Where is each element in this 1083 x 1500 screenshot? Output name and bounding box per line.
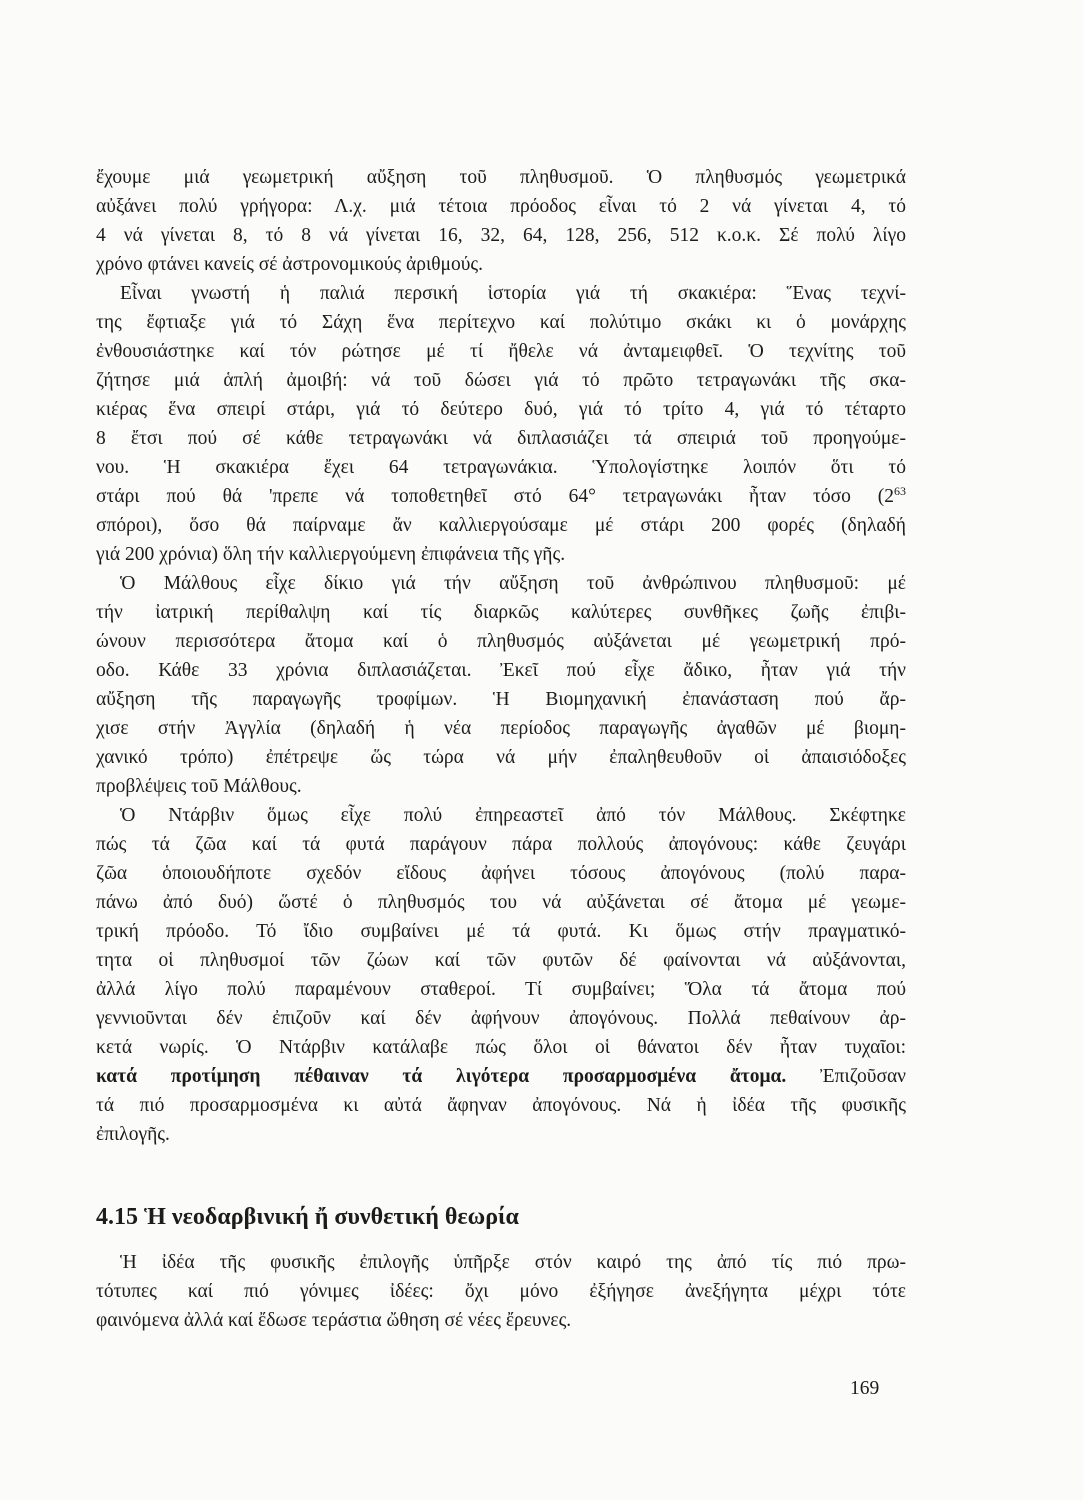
text-line: τήν ἰατρική περίθαλψη καί τίς διαρκῶς καλύτερες συνθῆκες ζωῆς ἐπιβι- — [96, 602, 906, 623]
text-line: Ἡ ἰδέα τῆς φυσικῆς ἐπιλογῆς ὑπῆρξε στόν καιρό της ἀπό τίς πιό πρω- — [120, 1252, 906, 1273]
page-number: 169 — [850, 1378, 880, 1399]
text-line: αὔξηση τῆς παραγωγῆς τροφίμων. Ἡ Βιομηχανική ἐπανάσταση πού ἄρ- — [96, 689, 906, 710]
text-line: αὐξάνει πολύ γρήγορα: Λ.χ. μιά τέτοια πρόοδος εἶναι τό 2 νά γίνεται 4, τό — [96, 196, 906, 217]
text-line: χισε στήν Ἀγγλία (δηλαδή ἡ νέα περίοδος παραγωγῆς ἀγαθῶν μέ βιομη- — [96, 718, 906, 739]
text-line: Εἶναι γνωστή ἡ παλιά περσική ἱστορία γιά τή σκακιέρα: Ἕνας τεχνί- — [120, 283, 906, 304]
text-line: γεννιοῦνται δέν ἐπιζοῦν καί δέν ἀφήνουν ἀπογόνους. Πολλά πεθαίνουν ἀρ- — [96, 1008, 906, 1029]
text-line: χανικό τρόπο) ἐπέτρεψε ὥς τώρα νά μήν ἐπαληθευθοῦν οἱ ἀπαισιόδοξες — [96, 747, 906, 768]
text-line: χρόνο φτάνει κανείς σέ ἀστρονομικούς ἀριθμούς. — [96, 254, 484, 275]
text-line: ἀλλά λίγο πολύ παραμένουν σταθεροί. Τί συμβαίνει; Ὅλα τά ἄτομα πού — [96, 979, 906, 1000]
text-line: οδο. Κάθε 33 χρόνια διπλασιάζεται. Ἐκεῖ πού εἶχε ἄδικο, ἦταν γιά τήν — [96, 660, 906, 681]
text-line: τρική πρόοδο. Τό ἴδιο συμβαίνει μέ τά φυτά. Κι ὅμως στήν πραγματικό- — [96, 921, 906, 942]
text-line: τητα οἱ πληθυσμοί τῶν ζώων καί τῶν φυτῶν δέ φαίνονται νά αὐξάνονται, — [96, 950, 906, 971]
text-line: της ἔφτιαξε γιά τό Σάχη ἕνα περίτεχνο καί πολύτιμο σκάκι κι ὁ μονάρχης — [96, 312, 906, 333]
body-text — [96, 163, 906, 1149]
text-line: τά πιό προσαρμοσμένα κι αὐτά ἄφηναν ἀπογόνους. Νά ἡ ἰδέα τῆς φυσικῆς — [96, 1095, 906, 1116]
text-line: ζῶα ὁποιουδήποτε σχεδόν εἴδους ἀφήνει τόσους ἀπογόνους (πολύ παρα- — [96, 863, 906, 884]
text-segment: Ἐπιζοῦσαν — [786, 1066, 906, 1087]
emphasized-text: κατά προτίμηση πέθαιναν τά λιγότερα προσαρμοσμένα ἄτομα. — [96, 1066, 787, 1087]
text-line: Ὁ Μάλθους εἶχε δίκιο γιά τήν αὔξηση τοῦ ἀνθρώπινου πληθυσμοῦ: μέ — [120, 573, 906, 594]
text-line: νου. Ἡ σκακιέρα ἔχει 64 τετραγωνάκια. Ὑπολογίστηκε λοιπόν ὅτι τό — [96, 457, 906, 478]
text-line: κιέρας ἕνα σπειρί στάρι, γιά τό δεύτερο δυό, γιά τό τρίτο 4, γιά τό τέταρτο — [96, 399, 906, 420]
text-line: 4 νά γίνεται 8, τό 8 νά γίνεται 16, 32, 64, 128, 256, 512 κ.ο.κ. Σέ πολύ λίγο — [96, 225, 906, 246]
text-line: προβλέψεις τοῦ Μάλθους. — [96, 776, 302, 797]
superscript-exponent: 63 — [894, 484, 906, 498]
text-line: φαινόμενα ἀλλά καί ἔδωσε τεράστια ὤθηση σέ νέες ἔρευνες. — [96, 1310, 572, 1331]
section-body-text — [96, 1248, 906, 1335]
text-line: ώνουν περισσότερα ἄτομα καί ὁ πληθυσμός αὐξάνεται μέ γεωμετρική πρό- — [96, 631, 906, 652]
text-line-with-superscript — [96, 482, 906, 511]
text-line-with-emphasis — [96, 1062, 906, 1091]
text-line: πώς τά ζῶα καί τά φυτά παράγουν πάρα πολλούς ἀπογόνους: κάθε ζευγάρι — [96, 834, 906, 855]
text-segment: στάρι πού θά 'πρεπε νά τοποθετηθεῖ στό 64° τετραγωνάκι ἦταν τόσο (2 — [96, 486, 894, 507]
text-line: ἐνθουσιάστηκε καί τόν ρώτησε μέ τί ἤθελε νά ἀνταμειφθεῖ. Ὁ τεχνίτης τοῦ — [96, 341, 906, 362]
section-heading: 4.15 Ἡ νεοδαρβινική ἤ συνθετική θεωρία — [96, 1204, 519, 1230]
text-line: σπόροι), ὅσο θά παίρναμε ἄν καλλιεργούσαμε μέ στάρι 200 φορές (δηλαδή — [96, 515, 906, 536]
text-line: πάνω ἀπό δυό) ὥστέ ὁ πληθυσμός του νά αὐξάνεται σέ ἄτομα μέ γεωμε- — [96, 892, 906, 913]
text-line: ἔχουμε μιά γεωμετρική αὔξηση τοῦ πληθυσμοῦ. Ὁ πληθυσμός γεωμετρικά — [96, 167, 906, 188]
text-line: ἐπιλογῆς. — [96, 1124, 170, 1145]
text-line: τότυπες καί πιό γόνιμες ἰδέες: ὄχι μόνο ἐξήγησε ἀνεξήγητα μέχρι τότε — [96, 1281, 906, 1302]
text-line: γιά 200 χρόνια) ὅλη τήν καλλιεργούμενη ἐπιφάνεια τῆς γῆς. — [96, 544, 566, 565]
text-line: κετά νωρίς. Ὁ Ντάρβιν κατάλαβε πώς ὅλοι οἱ θάνατοι δέν ἦταν τυχαῖοι: — [96, 1037, 906, 1058]
text-line: Ὁ Ντάρβιν ὅμως εἶχε πολύ ἐπηρεαστεῖ ἀπό τόν Μάλθους. Σκέφτηκε — [120, 805, 906, 826]
text-line: ζήτησε μιά ἁπλή ἀμοιβή: νά τοῦ δώσει γιά τό πρῶτο τετραγωνάκι τῆς σκα- — [96, 370, 906, 391]
text-line: 8 ἔτσι πού σέ κάθε τετραγωνάκι νά διπλασιάζει τά σπειριά τοῦ προηγούμε- — [96, 428, 906, 449]
